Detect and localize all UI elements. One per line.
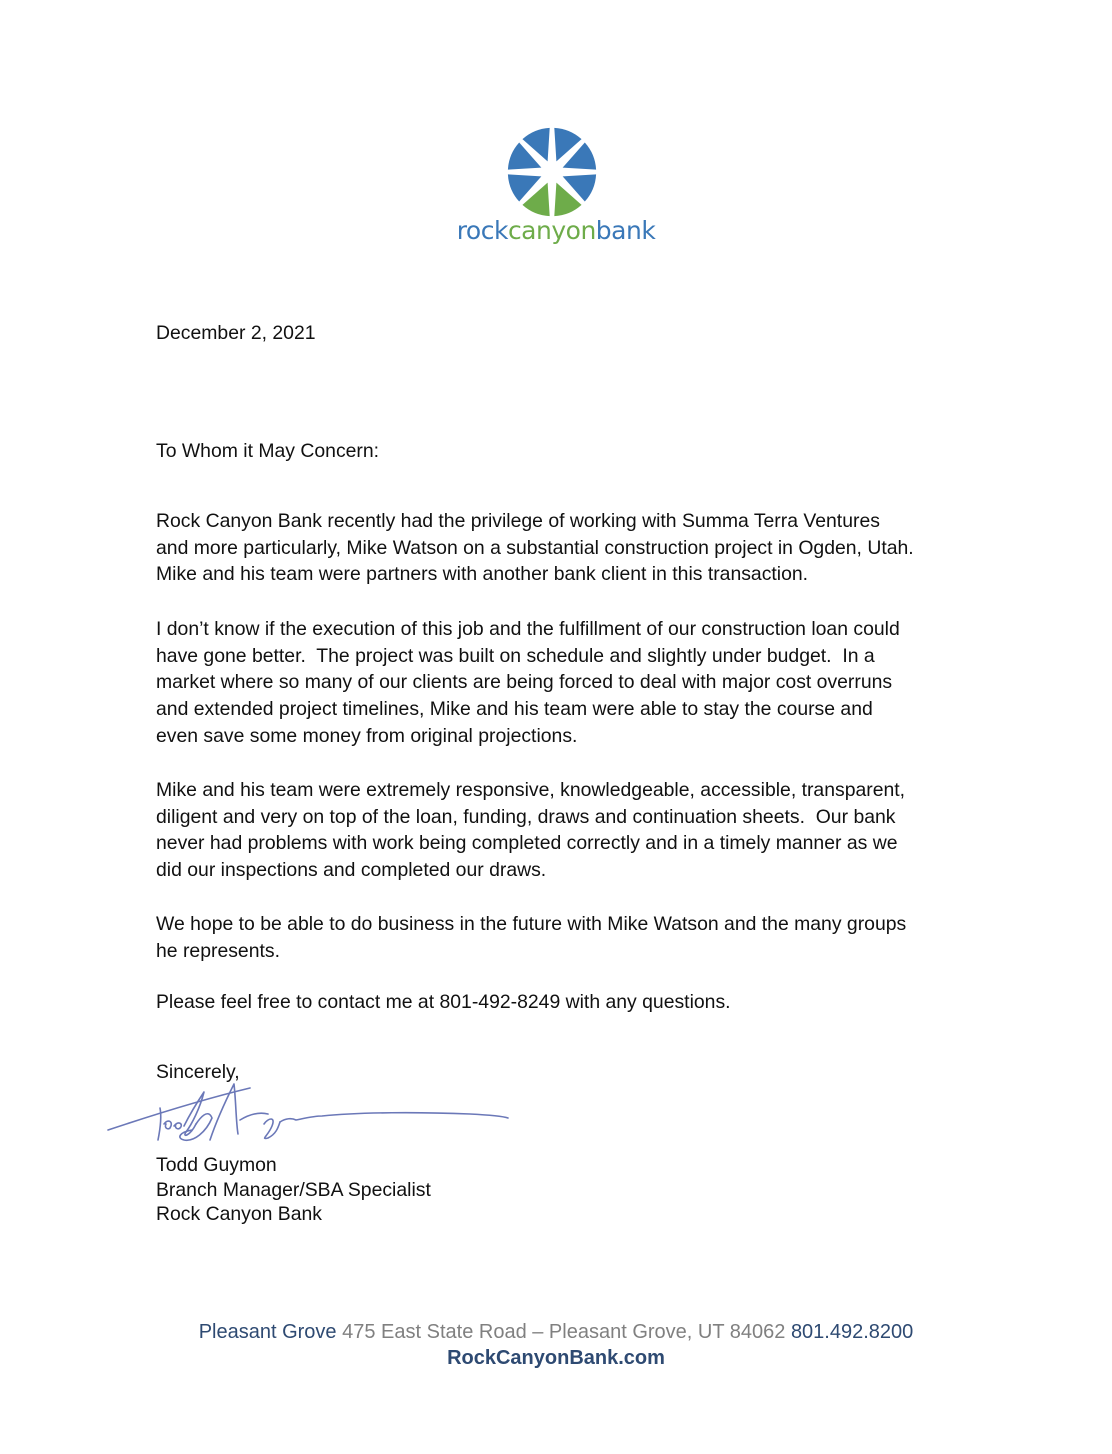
- letter-closing: Sincerely,: [156, 1061, 240, 1083]
- paragraph-line: and more particularly, Mike Watson on a substantial construction project in Ogden, Utah.: [156, 536, 914, 559]
- paragraph-line: Rock Canyon Bank recently had the privilege of working with Summa Terra Ventures: [156, 510, 880, 532]
- logo-word-rock: rock: [456, 216, 508, 245]
- logo-wordmark: [440, 216, 672, 246]
- body-paragraph-5: [156, 989, 976, 1016]
- rock-canyon-bank-logo-icon: [504, 124, 600, 220]
- paragraph-line: I don’t know if the execution of this job and the fulfillment of our construction loan could: [156, 618, 900, 640]
- paragraph-line: Mike and his team were extremely responsive, knowledgeable, accessible, transparent,: [156, 779, 906, 801]
- paragraph-line: did our inspections and completed our draws.: [156, 859, 547, 882]
- paragraph-line: never had problems with work being completed correctly and in a timely manner as we: [156, 832, 898, 855]
- letter-date: December 2, 2021: [156, 322, 316, 344]
- logo-word-canyon: canyon: [507, 216, 596, 245]
- footer-website-link[interactable]: RockCanyonBank.com: [447, 1347, 665, 1369]
- paragraph-line: market where so many of our clients are being forced to deal with major cost overruns: [156, 671, 893, 694]
- body-paragraph-2: [156, 616, 976, 750]
- footer-address-line: [0, 1319, 1112, 1345]
- letterhead-logo: [440, 120, 672, 250]
- body-paragraph-3: [156, 777, 976, 884]
- handwritten-signature-icon: [100, 1078, 520, 1158]
- logo-word-bank: bank: [595, 216, 656, 245]
- paragraph-line: Please feel free to contact me at 801-492-8249 with any questions.: [156, 991, 731, 1013]
- signer-organization: Rock Canyon Bank: [156, 1203, 322, 1225]
- paragraph-line: diligent and very on top of the loan, funding, draws and continuation sheets. Our bank: [156, 805, 896, 828]
- paragraph-line: have gone better. The project was built on schedule and slightly under budget. In a: [156, 644, 875, 667]
- signer-title: Branch Manager/SBA Specialist: [156, 1179, 431, 1201]
- body-paragraph-1: [156, 508, 976, 588]
- body-paragraph-4: [156, 911, 976, 964]
- paragraph-line: and extended project timelines, Mike and his team were able to stay the course and: [156, 698, 873, 721]
- footer-phone[interactable]: 801.492.8200: [790, 1321, 914, 1343]
- footer-address: 475 East State Road – Pleasant Grove, UT 84062: [342, 1321, 786, 1343]
- paragraph-line: We hope to be able to do business in the future with Mike Watson and the many groups: [156, 913, 907, 935]
- paragraph-line: he represents.: [156, 939, 280, 962]
- signer-name: Todd Guymon: [156, 1154, 277, 1176]
- footer-branch-name: Pleasant Grove: [198, 1321, 337, 1343]
- paragraph-line: Mike and his team were partners with another bank client in this transaction.: [156, 563, 809, 586]
- letter-salutation: To Whom it May Concern:: [156, 440, 380, 462]
- paragraph-line: even save some money from original projections.: [156, 724, 578, 747]
